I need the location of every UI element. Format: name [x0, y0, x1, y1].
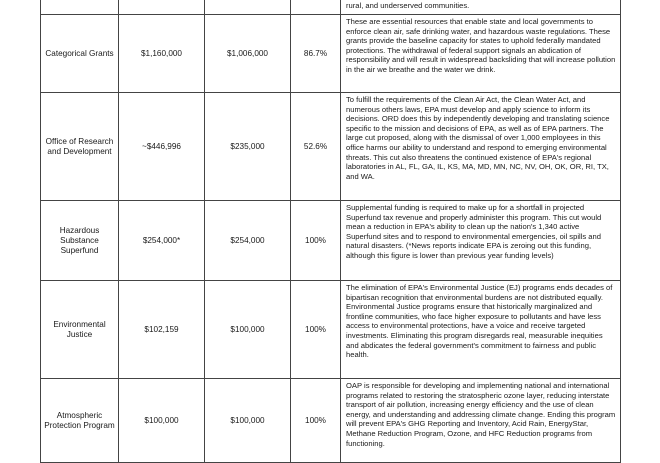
program-cell: Atmospheric Protection Program [41, 379, 119, 463]
amount-a-cell: ~$446,996 [119, 93, 205, 201]
description-cell [341, 93, 621, 201]
amount-b-cell [205, 0, 291, 15]
description-cell [341, 201, 621, 281]
table-row [41, 93, 621, 201]
table-row [41, 0, 621, 15]
percent-cell: 100% [291, 201, 341, 281]
description-cell [341, 0, 621, 15]
program-cell: Environmental Justice [41, 281, 119, 379]
percent-cell [291, 0, 341, 15]
amount-b-cell: $100,000 [205, 379, 291, 463]
amount-b-cell: $235,000 [205, 93, 291, 201]
description-text: The elimination of EPA's Environmental Justice (EJ) programs ends decades of bipartisan recognition that environmental burdens are not distributed equally. Environmental Justice programs ensure that historically marginalized and frontline communities, who face higher exposure to pollutants and have less access to environmental protections, have a voice and receive targeted investments. Eliminating this program disregards real, measurable inequities and abdicates the federal government's commitment to fairness and public health. [346, 283, 613, 360]
amount-b-cell: $100,000 [205, 281, 291, 379]
program-cell: Office of Research and Development [41, 93, 119, 201]
description-cell [341, 281, 621, 379]
description-text: Supplemental funding is required to make up for a shortfall in projected Superfund tax revenue and properly administer this program. This cut would mean a reduction in EPA's ability to clean up the nation's 1,340 active Superfund sites and to respond to environmental emergencies, oil spills and natural disasters. (*News reports indicate EPA is zeroing out this funding, although this figure is lower than previous year funding levels) [346, 203, 602, 260]
budget-cuts-table [40, 0, 621, 463]
description-text: OAP is responsible for developing and implementing national and international programs related to restoring the stratospheric ozone layer, reducing interstate transport of air pollution, increasing energy efficiency and the use of clean energy, and understanding and addressing climate change. Ending this program will prevent EPA's GHG Reporting and Inventory, Acid Rain, EnergyStar, Methane Reduction Program, Ozone, and HFC Reduction programs from functioning. [346, 381, 616, 448]
percent-cell: 100% [291, 379, 341, 463]
program-cell [41, 0, 119, 15]
description-cell [341, 379, 621, 463]
document-page [40, 0, 620, 463]
description-cell [341, 15, 621, 93]
program-cell: Hazardous Substance Superfund [41, 201, 119, 281]
amount-a-cell: $102,159 [119, 281, 205, 379]
description-text: These are essential resources that enable state and local governments to enforce clean air, safe drinking water, and hazardous waste regulations. These grants provide the baseline capacity for states to uphold federally mandated protections. The withdrawal of federal support signals an abdication of responsibility and will result in widespread backsliding that will increase pollution in the air we breathe and the water we drink. [346, 17, 616, 74]
table-row [41, 15, 621, 93]
table-row [41, 379, 621, 463]
amount-b-cell: $1,006,000 [205, 15, 291, 93]
program-cell: Categorical Grants [41, 15, 119, 93]
table-row [41, 201, 621, 281]
amount-a-cell: $254,000* [119, 201, 205, 281]
percent-cell: 86.7% [291, 15, 341, 93]
table-row [41, 281, 621, 379]
amount-b-cell: $254,000 [205, 201, 291, 281]
description-text: To fulfill the requirements of the Clean Air Act, the Clean Water Act, and numerous others laws, EPA must develop and apply science to inform its decisions. ORD does this by independently developing and translating science specific to the mission and decisions of EPA, as well as of EPA partners. The large cut proposed, along with the dismissal of over 1,000 employees in this office harms our ability to understand and respond to emerging environmental threats. This cut also threatens the continued existence of EPA's regional laboratories in AL, FL, GA, IL, KS, MA, MD, MN, NC, NV, OH, OK, OR, RI, TX, and WA. [346, 95, 610, 181]
amount-a-cell [119, 0, 205, 15]
description-text: rural, and underserved communities. [346, 1, 470, 11]
amount-a-cell: $100,000 [119, 379, 205, 463]
percent-cell: 100% [291, 281, 341, 379]
percent-cell: 52.6% [291, 93, 341, 201]
amount-a-cell: $1,160,000 [119, 15, 205, 93]
